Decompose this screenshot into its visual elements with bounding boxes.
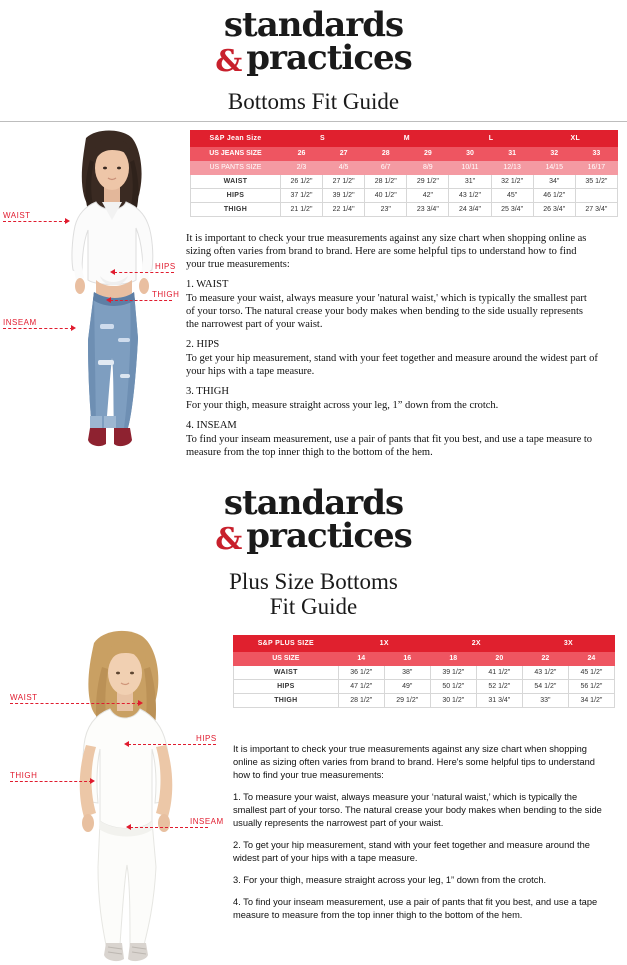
cell: 23" xyxy=(365,203,407,217)
size-table-standard-wrap xyxy=(190,130,618,217)
cell: 28 xyxy=(365,147,407,161)
model-illustration-plus xyxy=(32,629,212,965)
arrow-head-thigh-2 xyxy=(90,778,95,784)
arrow-head-inseam-1 xyxy=(71,325,76,331)
cell: 26 1/2" xyxy=(280,175,322,189)
cell: 31" xyxy=(449,175,491,189)
header-cell-0: S&P Jean Size xyxy=(191,131,281,147)
cell: 52 1/2" xyxy=(476,680,522,694)
heading-hips: 2. HIPS xyxy=(186,339,220,350)
label-thigh-2: THIGH xyxy=(10,771,38,780)
intro-paragraph-plus: It is important to check your true measurements against any size chart when shopping online as sizing often varies from brand to brand. Here's some helpful tips to understand how to find your true measurements: xyxy=(233,744,595,780)
cell: 29 1/2" xyxy=(407,175,449,189)
cell: 14/15 xyxy=(533,161,575,175)
table-row xyxy=(191,189,618,203)
cell: 45 1/2" xyxy=(568,666,614,680)
cell: 26 xyxy=(280,147,322,161)
header-cell-1x: 1X xyxy=(338,636,430,652)
arrow-line-inseam-1 xyxy=(3,328,73,329)
row-label-jeans: US JEANS SIZE xyxy=(191,147,281,161)
label-thigh-1: THIGH xyxy=(152,290,180,299)
table-row xyxy=(191,161,618,175)
cell: 54 1/2" xyxy=(522,680,568,694)
cell: 24 xyxy=(568,652,614,666)
header-cell-l: L xyxy=(449,131,533,147)
cell: 4/5 xyxy=(323,161,365,175)
arrow-line-inseam-2 xyxy=(130,827,208,828)
brand-ampersand: & xyxy=(215,522,243,557)
cell: 32 xyxy=(533,147,575,161)
header-cell-3x: 3X xyxy=(522,636,614,652)
section-bottoms-fit-guide xyxy=(0,0,627,472)
brand-row-two xyxy=(0,38,627,81)
brand-word-practices: practices xyxy=(246,516,412,556)
cell: 27 xyxy=(323,147,365,161)
page-title-plus-line1: Plus Size Bottoms xyxy=(229,569,398,594)
cell: 14 xyxy=(338,652,384,666)
arrow-line-hips-2 xyxy=(128,744,216,745)
cell: 50 1/2" xyxy=(430,680,476,694)
row-label-ussize: US SIZE xyxy=(234,652,339,666)
row-label-waist: WAIST xyxy=(191,175,281,189)
cell: 28 1/2" xyxy=(338,694,384,708)
heading-inseam: 4. INSEAM xyxy=(186,420,237,431)
brand-word-standards: standards xyxy=(223,483,404,523)
label-waist-2: WAIST xyxy=(10,693,38,702)
table-row xyxy=(191,203,618,217)
brand-row-two xyxy=(0,516,627,559)
header-cell-m: M xyxy=(365,131,449,147)
arrow-line-thigh-2 xyxy=(10,781,92,782)
arrow-head-thigh-1 xyxy=(106,297,111,303)
cell: 16/17 xyxy=(575,161,617,175)
figure-and-table-area xyxy=(0,122,627,472)
cell: 6/7 xyxy=(365,161,407,175)
cell: 21 1/2" xyxy=(280,203,322,217)
label-inseam-1: INSEAM xyxy=(3,318,37,327)
cell: 24 3/4" xyxy=(449,203,491,217)
cell: 30 xyxy=(449,147,491,161)
arrow-line-thigh-1 xyxy=(110,300,172,301)
size-table-plus xyxy=(233,635,615,708)
cell: 8/9 xyxy=(407,161,449,175)
model-photo-plus xyxy=(32,629,212,965)
arrow-line-waist-2 xyxy=(10,703,140,704)
paragraph-thigh-plus: 3. For your thigh, measure straight across your leg, 1” down from the crotch. xyxy=(233,875,547,885)
cell: 33 xyxy=(575,147,617,161)
cell: 28 1/2" xyxy=(365,175,407,189)
figure-and-table-area-plus xyxy=(0,625,627,965)
row-label-hips: HIPS xyxy=(191,189,281,203)
brand-logo-plus xyxy=(0,478,627,559)
cell: 16 xyxy=(384,652,430,666)
arrow-head-inseam-2 xyxy=(126,824,131,830)
section-plus-size-fit-guide xyxy=(0,478,627,965)
cell: 29 1/2" xyxy=(384,694,430,708)
brand-word-standards: standards xyxy=(223,5,404,45)
header-cell-0: S&P PLUS SIZE xyxy=(234,636,339,652)
label-hips-1: HIPS xyxy=(155,262,176,271)
table-row xyxy=(234,694,615,708)
cell: 47 1/2" xyxy=(338,680,384,694)
size-table-plus-wrap xyxy=(233,635,615,708)
cell: 27 3/4" xyxy=(575,203,617,217)
arrow-head-hips-1 xyxy=(110,269,115,275)
cell: 39 1/2" xyxy=(430,666,476,680)
table-row xyxy=(234,666,615,680)
heading-waist: 1. WAIST xyxy=(186,279,229,290)
cell: 30 1/2" xyxy=(430,694,476,708)
table-row xyxy=(191,175,618,189)
header-cell-s: S xyxy=(280,131,364,147)
cell: 31 xyxy=(491,147,533,161)
paragraph-hips: To get your hip measurement, stand with your feet together and measure around the widest part of your hips with a tape measure. xyxy=(186,353,598,377)
measurement-instructions-standard xyxy=(186,232,598,466)
cell: 34 1/2" xyxy=(568,694,614,708)
measurement-instructions-plus xyxy=(233,743,608,931)
page-title: Bottoms Fit Guide xyxy=(227,89,400,114)
cell: 35 1/2" xyxy=(575,175,617,189)
cell: 27 1/2" xyxy=(323,175,365,189)
cell: 56 1/2" xyxy=(568,680,614,694)
row-label-hips: HIPS xyxy=(234,680,339,694)
brand-word-practices: practices xyxy=(246,38,412,78)
arrow-line-waist-1 xyxy=(3,221,67,222)
page-title-plus xyxy=(0,569,627,619)
cell: 29 xyxy=(407,147,449,161)
page-title-plus-line2: Fit Guide xyxy=(269,594,358,619)
row-label-waist: WAIST xyxy=(234,666,339,680)
cell: 46 1/2" xyxy=(533,189,575,203)
table-row xyxy=(234,680,615,694)
cell: 39 1/2" xyxy=(323,189,365,203)
table-header-row xyxy=(234,636,615,652)
cell: 43 1/2" xyxy=(449,189,491,203)
cell: 42" xyxy=(407,189,449,203)
cell: 23 3/4" xyxy=(407,203,449,217)
header-cell-2x: 2X xyxy=(430,636,522,652)
size-table-standard xyxy=(190,130,618,217)
cell xyxy=(575,189,617,203)
cell: 31 3/4" xyxy=(476,694,522,708)
row-label-pants: US PANTS SIZE xyxy=(191,161,281,175)
label-inseam-2: INSEAM xyxy=(190,817,224,826)
paragraph-inseam-plus: 4. To find your inseam measurement, use a pair of pants that fit you best, and use a tape measure to measure from the top inner thigh to the bottom of the hem. xyxy=(233,897,598,920)
cell: 40 1/2" xyxy=(365,189,407,203)
cell: 25 3/4" xyxy=(491,203,533,217)
cell: 22 1/4" xyxy=(323,203,365,217)
cell: 36 1/2" xyxy=(338,666,384,680)
paragraph-thigh: For your thigh, measure straight across your leg, 1” down from the crotch. xyxy=(186,400,499,411)
cell: 45" xyxy=(491,189,533,203)
cell: 26 3/4" xyxy=(533,203,575,217)
cell: 18 xyxy=(430,652,476,666)
cell: 43 1/2" xyxy=(522,666,568,680)
arrow-head-waist-1 xyxy=(65,218,70,224)
row-label-thigh: THIGH xyxy=(234,694,339,708)
cell: 32 1/2" xyxy=(491,175,533,189)
row-label-thigh: THIGH xyxy=(191,203,281,217)
cell: 20 xyxy=(476,652,522,666)
label-waist-1: WAIST xyxy=(3,211,31,220)
cell: 2/3 xyxy=(280,161,322,175)
heading-thigh: 3. THIGH xyxy=(186,386,229,397)
cell: 12/13 xyxy=(491,161,533,175)
label-hips-2: HIPS xyxy=(196,734,217,743)
intro-paragraph: It is important to check your true measurements against any size chart when shopping online as sizing often varies from brand to brand. Here are some helpful tips to understand how to find your true measurements: xyxy=(186,233,587,270)
cell: 38" xyxy=(384,666,430,680)
paragraph-waist: To measure your waist, always measure your 'natural waist,' which is typically the smallest part of your torso. The natural crease your body makes when bending to the side usually represents the narrowest part of your waist. xyxy=(186,293,587,330)
cell: 49" xyxy=(384,680,430,694)
brand-logo xyxy=(0,0,627,81)
header-cell-xl: XL xyxy=(533,131,617,147)
table-header-row xyxy=(191,131,618,147)
table-row xyxy=(191,147,618,161)
cell: 41 1/2" xyxy=(476,666,522,680)
cell: 37 1/2" xyxy=(280,189,322,203)
cell: 22 xyxy=(522,652,568,666)
arrow-head-waist-2 xyxy=(138,700,143,706)
arrow-head-hips-2 xyxy=(124,741,129,747)
cell: 34" xyxy=(533,175,575,189)
cell: 33" xyxy=(522,694,568,708)
table-row xyxy=(234,652,615,666)
paragraph-waist-plus: 1. To measure your waist, always measure your ‘natural waist,’ which is typically the smallest part of your torso. The natural crease your body makes when bending to the side usually represents the narrowest part of your waist. xyxy=(233,792,602,828)
cell: 10/11 xyxy=(449,161,491,175)
paragraph-inseam: To find your inseam measurement, use a pair of pants that fit you best, and use a tape measure to measure from the top inner thigh to the bottom of the hem. xyxy=(186,434,593,458)
brand-ampersand: & xyxy=(215,44,243,79)
arrow-line-hips-1 xyxy=(114,272,174,273)
paragraph-hips-plus: 2. To get your hip measurement, stand with your feet together and measure around the widest part of your hips with a tape measure. xyxy=(233,840,590,863)
